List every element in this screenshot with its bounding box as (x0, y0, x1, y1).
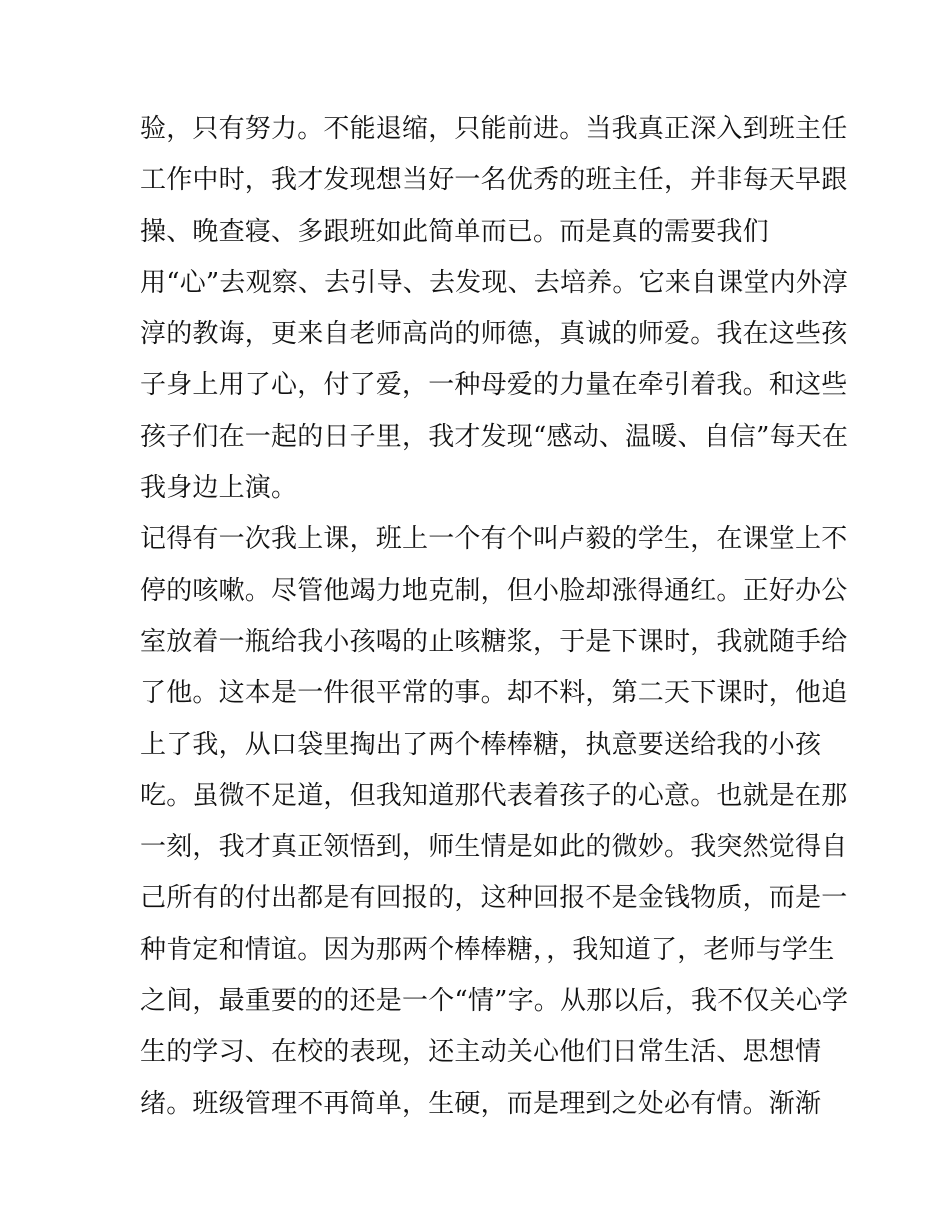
text-line: 子身上用了心，付了爱，一种母爱的力量在牵引着我。和这些 (140, 370, 848, 401)
text-line: 生的学习、在校的表现，还主动关心他们日常生活、思想情 (140, 1037, 822, 1068)
text-line: 绪。班级管理不再简单，生硬，而是理到之处必有情。渐渐 (140, 1088, 822, 1119)
text-line: 停的咳嗽。尽管他竭力地克制，但小脸却涨得通红。正好办公 (140, 575, 848, 606)
text-line: 工作中时，我才发现想当好一名优秀的班主任，并非每天早跟 (140, 165, 848, 196)
text-line: 一刻，我才真正领悟到，师生情是如此的微妙。我突然觉得自 (140, 832, 848, 863)
text-line: 室放着一瓶给我小孩喝的止咳糖浆，于是下课时，我就随手给 (140, 626, 848, 657)
text-line: 了他。这本是一件很平常的事。却不料，第二天下课时，他追 (140, 678, 848, 709)
body-text (140, 104, 849, 1130)
text-line: 记得有一次我上课，班上一个有个叫卢毅的学生，在课堂上不 (140, 524, 848, 555)
text-line: 吃。虽微不足道，但我知道那代表着孩子的心意。也就是在那 (140, 780, 848, 811)
text-line: 之间，最重要的的还是一个“情”字。从那以后，我不仅关心学 (140, 986, 849, 1017)
text-line: 孩子们在一起的日子里，我才发现“感动、温暖、自信”每天在 (140, 421, 849, 452)
text-line: 淳的教诲，更来自老师高尚的师德，真诚的师爱。我在这些孩 (140, 319, 848, 350)
text-line: 操、晚查寝、多跟班如此简单而已。而是真的需要我们 (140, 216, 769, 247)
text-line: 我身边上演。 (140, 473, 298, 504)
text-line: 种肯定和情谊。因为那两个棒棒糖，，我知道了，老师与学生 (140, 934, 835, 965)
text-line: 用“心”去观察、去引导、去发现、去培养。它来自课堂内外淳 (140, 267, 849, 298)
text-line: 上了我，从口袋里掏出了两个棒棒糖，执意要送给我的小孩 (140, 729, 822, 760)
text-line: 己所有的付出都是有回报的，这种回报不是金钱物质，而是一 (140, 883, 848, 914)
text-line: 验，只有努力。不能退缩，只能前进。当我真正深入到班主任 (140, 114, 848, 144)
